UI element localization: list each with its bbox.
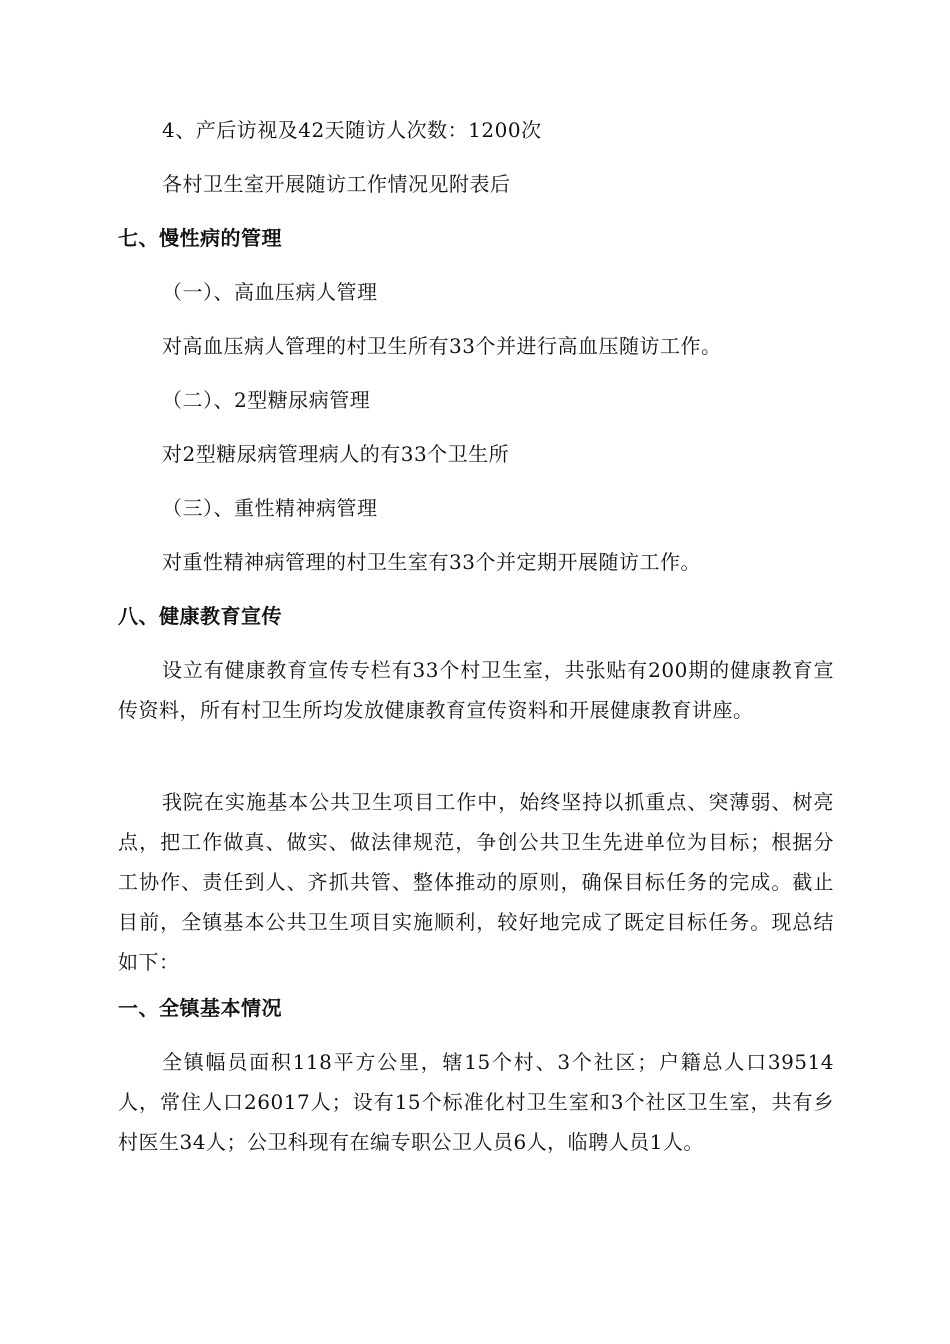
section-7-sub1-text: 对高血压病人管理的村卫生所有33个并进行高血压随访工作。	[162, 334, 722, 358]
section-7-sub2-title: （二）、2型糖尿病管理	[162, 388, 371, 412]
section-8-heading: 八、健康教育宣传	[118, 604, 282, 628]
section-7-sub3-title: （三）、重性精神病管理	[162, 496, 378, 520]
section-7-sub3-text: 对重性精神病管理的村卫生室有33个并定期开展随访工作。	[162, 550, 701, 574]
section-1-heading: 一、全镇基本情况	[118, 996, 282, 1020]
section-7-heading: 七、慢性病的管理	[118, 226, 282, 250]
postpartum-visit-line: 4、产后访视及42天随访人次数：1200次	[162, 118, 542, 142]
section-7-sub1-title: （一）、高血压病人管理	[162, 280, 378, 304]
section-8-paragraph-1: 设立有健康教育宣传专栏有33个村卫生室，共张贴有200期的健康教育宣传资料，所有村卫生所均发放健康教育宣传资料和开展健康教育讲座。	[118, 658, 834, 722]
section-1-paragraph-1: 全镇幅员面积118平方公里，辖15个村、3个社区；户籍总人口39514人，常住人口26017人；设有15个标准化村卫生室和3个社区卫生室，共有乡村医生34人；公卫科现有在编专职公卫人员6人，临聘人员1人。	[118, 1050, 834, 1154]
village-followup-line: 各村卫生室开展随访工作情况见附表后	[162, 172, 511, 196]
section-8-paragraph-2: 我院在实施基本公共卫生项目工作中，始终坚持以抓重点、突薄弱、树亮点，把工作做真、做实、做法律规范，争创公共卫生先进单位为目标；根据分工协作、责任到人、齐抓共管、整体推动的原则，确保目标任务的完成。截止目前，全镇基本公共卫生项目实施顺利，较好地完成了既定目标任务。现总结如下：	[118, 790, 834, 974]
section-7-sub2-text: 对2型糖尿病管理病人的有33个卫生所	[162, 442, 510, 466]
